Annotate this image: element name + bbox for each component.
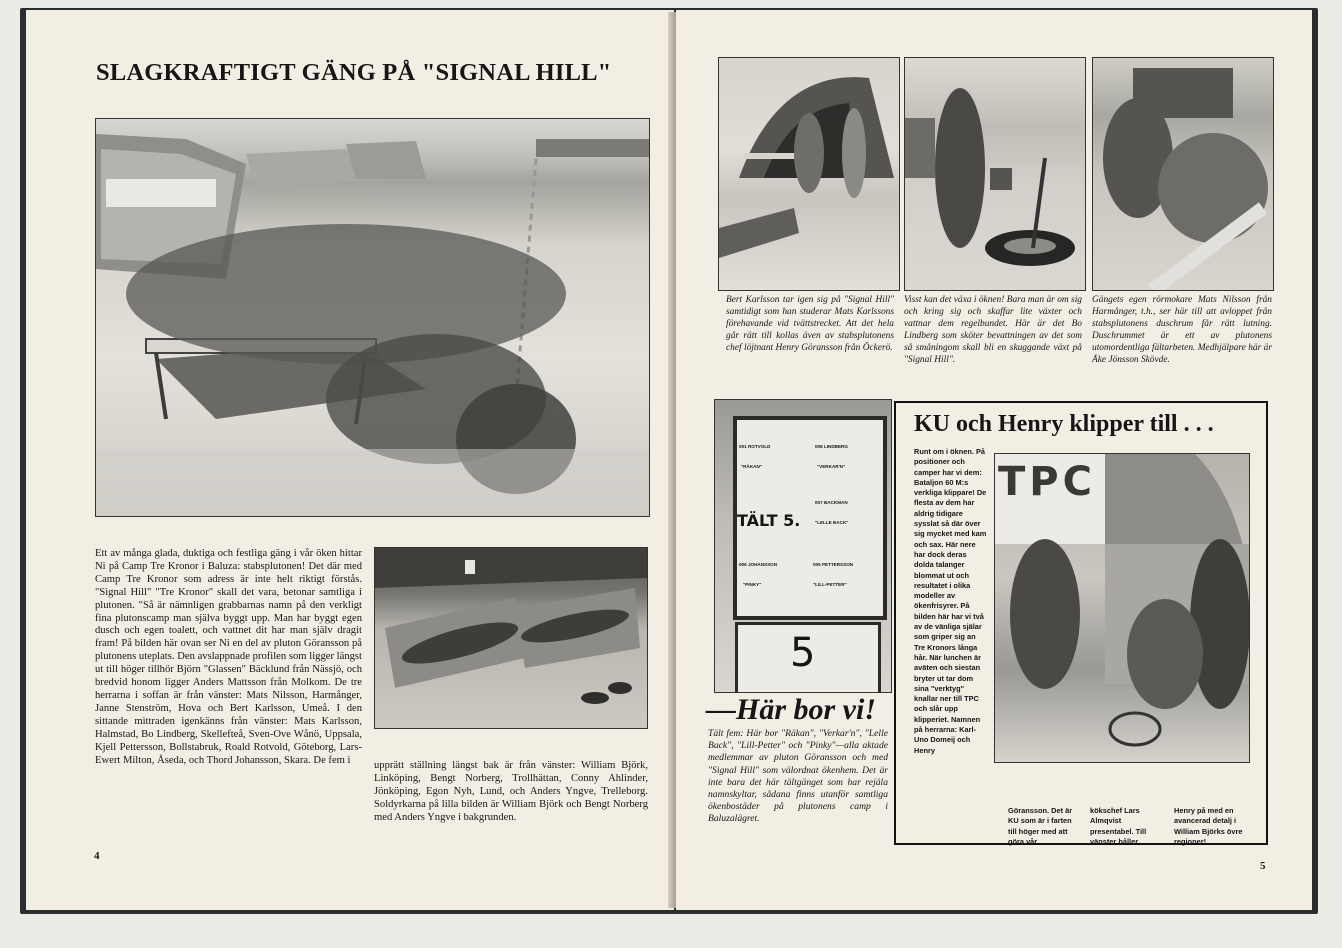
sign-tent-label: TÄLT 5. [737, 511, 801, 530]
page-number-left: 4 [94, 850, 100, 862]
ku-caption-3: Henry på med en avancerad detalj i William Björks övre regioner! [1174, 806, 1243, 846]
ku-box [894, 401, 1268, 845]
sign-name-1: 001 ROTVOLD [739, 444, 771, 449]
sunbathers-drawing [375, 548, 647, 728]
ku-headline: KU och Henry klipper till . . . [914, 411, 1214, 437]
tent-photo [718, 57, 900, 291]
photo-caption-2: Visst kan det växa i öknen! Bara man är om sig och kring sig och skaffar lite växter och vattnar dem regelbundet. Här är det Bo Lindberg som sköter bevattningen av det som så småningom skall bli en skuggande växt på "Signal Hill". [904, 295, 1082, 366]
page-number-right: 5 [1260, 860, 1266, 872]
sign-name-4: 006 JOHANSSON [739, 562, 778, 567]
article-column-1: Ett av många glada, duktiga och festliga gäng i vår öken hittar Ni på Camp Tre Kronor i Baluza: stabsplutonen! Det där med Camp Tre Kronor som adress är inte helt riktigt förstås. "Signal Hill" "Tre Kronor" skall det vara, betonar samtliga i plutonen. "Så är nämnligen grabbarnas namn på den verkligt fina plutonscamp man själva byggt upp. Man har byggt egen dusch och egen toalett, och vattnet dit har man själv dragit fram! På bilden här ovan ser Ni en del av pluton Göransson på plutonens uteplats. Den avslappnade profilen som ligger längst ut till höger tillhör Björn "Glassen" Bäcklund från Nässjö, och bredvid honom ligger Anders Mattsson från Molkom. De tre herrarna i soffan är från vänster: Mats Nilsson, Harmånger, Janne Stenström, Hova och Bert Karlsson, Umeå. I den sittande mittraden igenkänns från vänster: Mats Karlsson, Halmstad, Bo Lindberg, Skellefteå, Sven-Ove Wånö, Uppsala, Kjell Pettersson, Bollstabruk, Roald Rotvold, Göteborg, Lars-Ewert Milton, Åseda, och Thord Johansson, Skara. De fem i [95, 548, 362, 766]
group-photo [95, 118, 650, 517]
sign-nick-1: "RÄKAN" [741, 464, 762, 469]
tent-sign-photo [714, 399, 892, 693]
sign-nick-3: "LELLE BACK" [815, 520, 849, 525]
ku-text: Runt om i öknen. På positioner och camper har vi dem: Bataljon 60 M:s verkliga klippare! De flesta av dem har aldrig tidigare sysslat så där över sig mycket med kam och sax. Här nere har dock deras dolda talanger blommat ut och resultatet i olika modeller av ökenfrisyrer. På bilden här har vi två av de vänliga själar som griper sig an Tre Kronors långa hår. När lunchen är aväten och siestan bryter ut tar dom sina "verktyg" knallar ner till TPC och slår upp klipperiet. Namnen på herrarna: Karl-Uno Domeij och Henry [914, 447, 987, 755]
sunbathers-photo [374, 547, 648, 729]
sign-name-2: 008 LINDBERG [815, 444, 848, 449]
watering-photo [904, 57, 1086, 291]
plumbing-photo [1092, 57, 1274, 291]
ku-caption-1: Göransson. Det är KU som är i farten till höger med att göra vår [1008, 806, 1073, 846]
sign-name-5: 005 PETTERSSON [813, 562, 854, 567]
group-photo-drawing [96, 119, 649, 516]
har-bor-headline: —Här bor vi! [706, 693, 877, 726]
sign-nick-5: "LILL-PETTER" [813, 582, 847, 587]
right-page [676, 10, 1312, 910]
ku-caption-2: kökschef Lars Almqvist presentabel. Till vänster håller [1090, 806, 1147, 846]
sign-nick-4: "PINKY" [743, 582, 762, 587]
har-bor-text: Tält fem: Här bor "Räkan", "Verkar'n", "Lelle Back", "Lill-Petter" och "Pinky"—alla aktade medlemmar av pluton Göransson och med "Signal Hill" som välordnat ökenhem. Det är inte bara det här tältgänget som har rejäla namnskyltar, sådana finns utanför samtliga ökenbostäder på plutonens camp i Baluzalägret. [708, 728, 888, 825]
photo-caption-3: Gängets egen rörmokare Mats Nilsson från Harmånger, t.h., ser här till att avloppet från stabsplutonens duschrum får rätt lutning. Duschrummet är ett av plutonens utomordentliga fältarbeten. Medhjälpare här är Åke Jönsson Skövde. [1092, 295, 1272, 366]
photo-caption-1: Bert Karlsson tar igen sig på "Signal Hill" samtidigt som han studerar Mats Karlssons förehavande vid tvättstrecket. Att det hela går rätt till kollas även av stabsplutonens chef löjtnant Henry Göransson från Öckerö. [726, 295, 894, 354]
sign-number: 5 [790, 630, 816, 676]
article-column-2: upprätt ställning längst bak är från vänster: William Björk, Linköping, Bengt Norberg, Trollhättan, Conny Ahlinder, Jönköping, Egon Nyh, Lund, och Anders Yngve, Trelleborg. Soldyrkarna på lilla bilden är William Björk och Bengt Norberg med Anders Yngve i bakgrunden. [374, 760, 648, 823]
sign-name-3: 007 BACKMAN [815, 500, 848, 505]
plumbing-drawing [1093, 58, 1273, 290]
headline: SLAGKRAFTIGT GÄNG PÅ "SIGNAL HILL" [96, 59, 612, 86]
watering-drawing [905, 58, 1085, 290]
tpc-letters: TPC [998, 459, 1096, 505]
left-page [26, 10, 674, 910]
sign-nick-2: "VERKAR'N" [817, 464, 846, 469]
tent-drawing [719, 58, 899, 290]
